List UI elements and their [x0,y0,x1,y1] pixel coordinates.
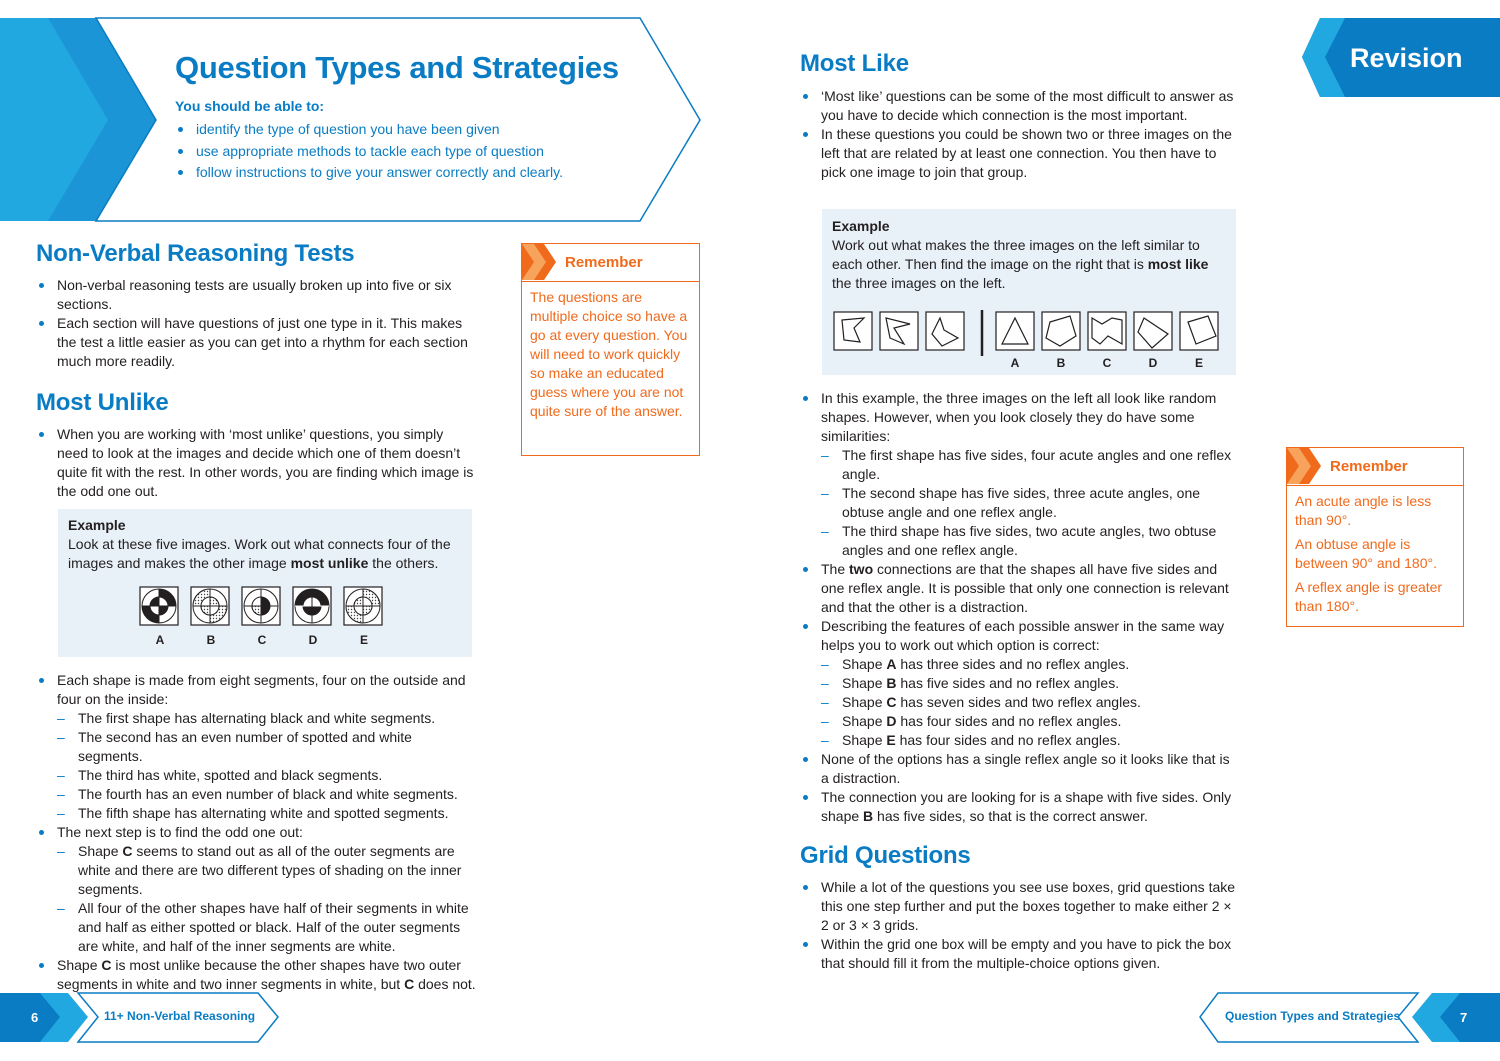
objective-item: identify the type of question you have been given [175,119,563,141]
sub-item: – The first shape has alternating black and white segments. [57,709,476,728]
list-item: ‘Most like’ questions can be some of the most difficult to answer as you have to decide which connection is the most important. [800,87,1236,125]
option-letter: A [155,633,165,647]
list-item: Non-verbal reasoning tests are usually broken up into five or six sections. [36,276,476,314]
most-like-intro [800,87,1236,182]
remember-line: An acute angle is less than 90°. [1295,493,1432,528]
option-letter: C [257,633,267,647]
list-item: Shape C is most unlike because the other shapes have two outer segments in white and two inner segments in white, but C does not. [36,956,476,994]
sub-list [57,709,476,823]
option-letter: D [308,633,318,647]
remember-chevron-icon [522,244,562,281]
figure-d [293,587,331,625]
figure-e [344,587,382,625]
list-item: In these questions you could be shown two or three images on the left that are related by at least one connection. You then have to pick one image to join that group. [800,125,1236,182]
page-number-right: 7 [1460,1010,1468,1025]
figure-b [191,587,229,625]
list-item: In this example, the three images on the left all look like random shapes. However, when you look closely they do have some similarities: – The first shape has five sides, four acute angles and one reflex angle. – The second shape has five sides, three acute angles, one obtuse angle and one reflex angle. – The third shape has five sides, two acute angles, two obtuse angles and one reflex angle. [800,389,1236,560]
sub-item: – The second has an even number of spotted and white segments. [57,728,476,766]
list-item: Each shape is made from eight segments, four on the outside and four on the inside: – The first shape has alternating black and white segments. – The second has an even number of spotted and white segments. – The third has white, spotted and black segments. – The fourth has an even number of black and white segments. – The fifth shape has alternating white and spotted segments. [36,671,476,823]
remember-label: Remember [1330,458,1408,475]
sub-list [57,842,476,956]
list-item: The next step is to find the odd one out: – Shape C seems to stand out as all of the outer segments are white and there are two different types of shading on the inner segments. – All four of the other shapes have half of their segments in white and half as either spotted or black. Half of the outer segments are white, and half of the inner segments are white. [36,823,476,956]
figure-c [242,587,280,625]
option-letter: C [1102,356,1112,370]
list-item: Within the grid one box will be empty and you have to pick the box that should fill it from the multiple-choice options given. [800,935,1236,973]
most-unlike-intro [36,425,476,501]
option-letter: E [359,633,368,647]
option-letter: D [1148,356,1158,370]
sub-item: – The fourth has an even number of black and white segments. [57,785,476,804]
list-item: The connection you are looking for is a shape with five sides. Only shape B has five sides, so that is the correct answer. [800,788,1236,826]
section-heading-nvr: Non-Verbal Reasoning Tests [36,240,355,267]
remember-chevron-icon [1287,448,1327,485]
option-letter: E [1194,356,1203,370]
grid-bullets [800,878,1236,973]
sub-list [821,655,1236,750]
example-title: Example [68,517,126,533]
most-unlike-explanation [36,671,476,994]
sub-item: – The third shape has five sides, two acute angles, two obtuse angles and one reflex angle. [821,522,1236,560]
sub-item: – All four of the other shapes have half of their segments in white and half as either spotted or black. Half of the outer segments are white, and half of the inner segments are white. [57,899,476,956]
sub-item: – The third has white, spotted and black segments. [57,766,476,785]
sub-item: – Shape C has seven sides and two reflex angles. [821,693,1236,712]
sub-item: – Shape E has four sides and no reflex angles. [821,731,1236,750]
footer-chapter-title: Question Types and Strategies [1225,1009,1401,1023]
remember-line: An obtuse angle is between 90° and 180°. [1295,536,1437,571]
option-letter: B [206,633,216,647]
section-heading-most-like: Most Like [800,50,909,77]
revision-tab: Revision [1350,43,1463,73]
objectives-list [175,119,563,184]
sub-list [821,446,1236,560]
nvr-bullets [36,276,476,371]
list-item: Describing the features of each possible answer in the same way helps you to work out which option is correct: – Shape A has three sides and no reflex angles. – Shape B has five sides and no reflex angles. – Shape C has seven sides and two reflex angles. – Shape D has four sides and no reflex angles. – Shape E has four sides and no reflex angles. [800,617,1236,750]
option-letter: A [1010,356,1020,370]
remember-header [522,244,699,282]
remember-box [521,243,700,456]
remember-line: A reflex angle is greater than 180°. [1295,579,1443,614]
objectives-intro: You should be able to: [175,98,325,114]
sub-item: – The second shape has five sides, three acute angles, one obtuse angle and one reflex angle. [821,484,1236,522]
objective-item: use appropriate methods to tackle each type of question [175,141,563,163]
list-item: None of the options has a single reflex angle so it looks like that is a distraction. [800,750,1236,788]
list-item: While a lot of the questions you see use boxes, grid questions take this one step further and put the boxes together to make either 2 × 2 or 3 × 3 grids. [800,878,1236,935]
remember-box-angles [1286,447,1464,627]
most-like-figures [832,308,1224,358]
most-unlike-figures [138,585,388,629]
sub-item: – The first shape has five sides, four acute angles and one reflex angle. [821,446,1236,484]
sub-item: – Shape D has four sides and no reflex angles. [821,712,1236,731]
remember-header [1287,448,1463,486]
list-item: The two connections are that the shapes all have five sides and one reflex angle. It is possible that only one connection is relevant and that the other is a distraction. [800,560,1236,617]
remember-text [1287,486,1463,616]
remember-label: Remember [565,254,643,271]
objective-item: follow instructions to give your answer correctly and clearly. [175,162,563,184]
page-number-left: 6 [31,1010,39,1025]
option-letter: B [1056,356,1066,370]
list-item: Each section will have questions of just one type in it. This makes the test a little easier as you can get into a rhythm for each section much more readily. [36,314,476,371]
footer-book-title: 11+ Non-Verbal Reasoning [104,1009,256,1023]
sub-item: – The fifth shape has alternating white and spotted segments. [57,804,476,823]
example-title: Example [832,218,890,234]
page-title: Question Types and Strategies [175,50,619,85]
sub-item: – Shape A has three sides and no reflex angles. [821,655,1236,674]
section-heading-most-unlike: Most Unlike [36,389,169,416]
example-text: Look at these five images. Work out what connects four of the images and makes the other image most unlike the others. [68,536,451,571]
sub-item: – Shape B has five sides and no reflex angles. [821,674,1236,693]
section-heading-grid: Grid Questions [800,842,971,869]
sub-item: – Shape C seems to stand out as all of the outer segments are white and there are two different types of shading on the inner segments. [57,842,476,899]
list-item: When you are working with ‘most unlike’ questions, you simply need to look at the images and decide which one of them doesn’t quite fit with the rest. In other words, you are finding which image is the odd one out. [36,425,476,501]
remember-text: The questions are multiple choice so have a go at every question. You will need to work quickly so make an educated guess where you are not quite sure of the answer. [530,289,688,419]
figure-a [140,587,178,625]
most-like-explanation [800,389,1236,826]
example-text: Work out what makes the three images on the left similar to each other. Then find the image on the right that is most like the three images on the left. [832,237,1209,291]
